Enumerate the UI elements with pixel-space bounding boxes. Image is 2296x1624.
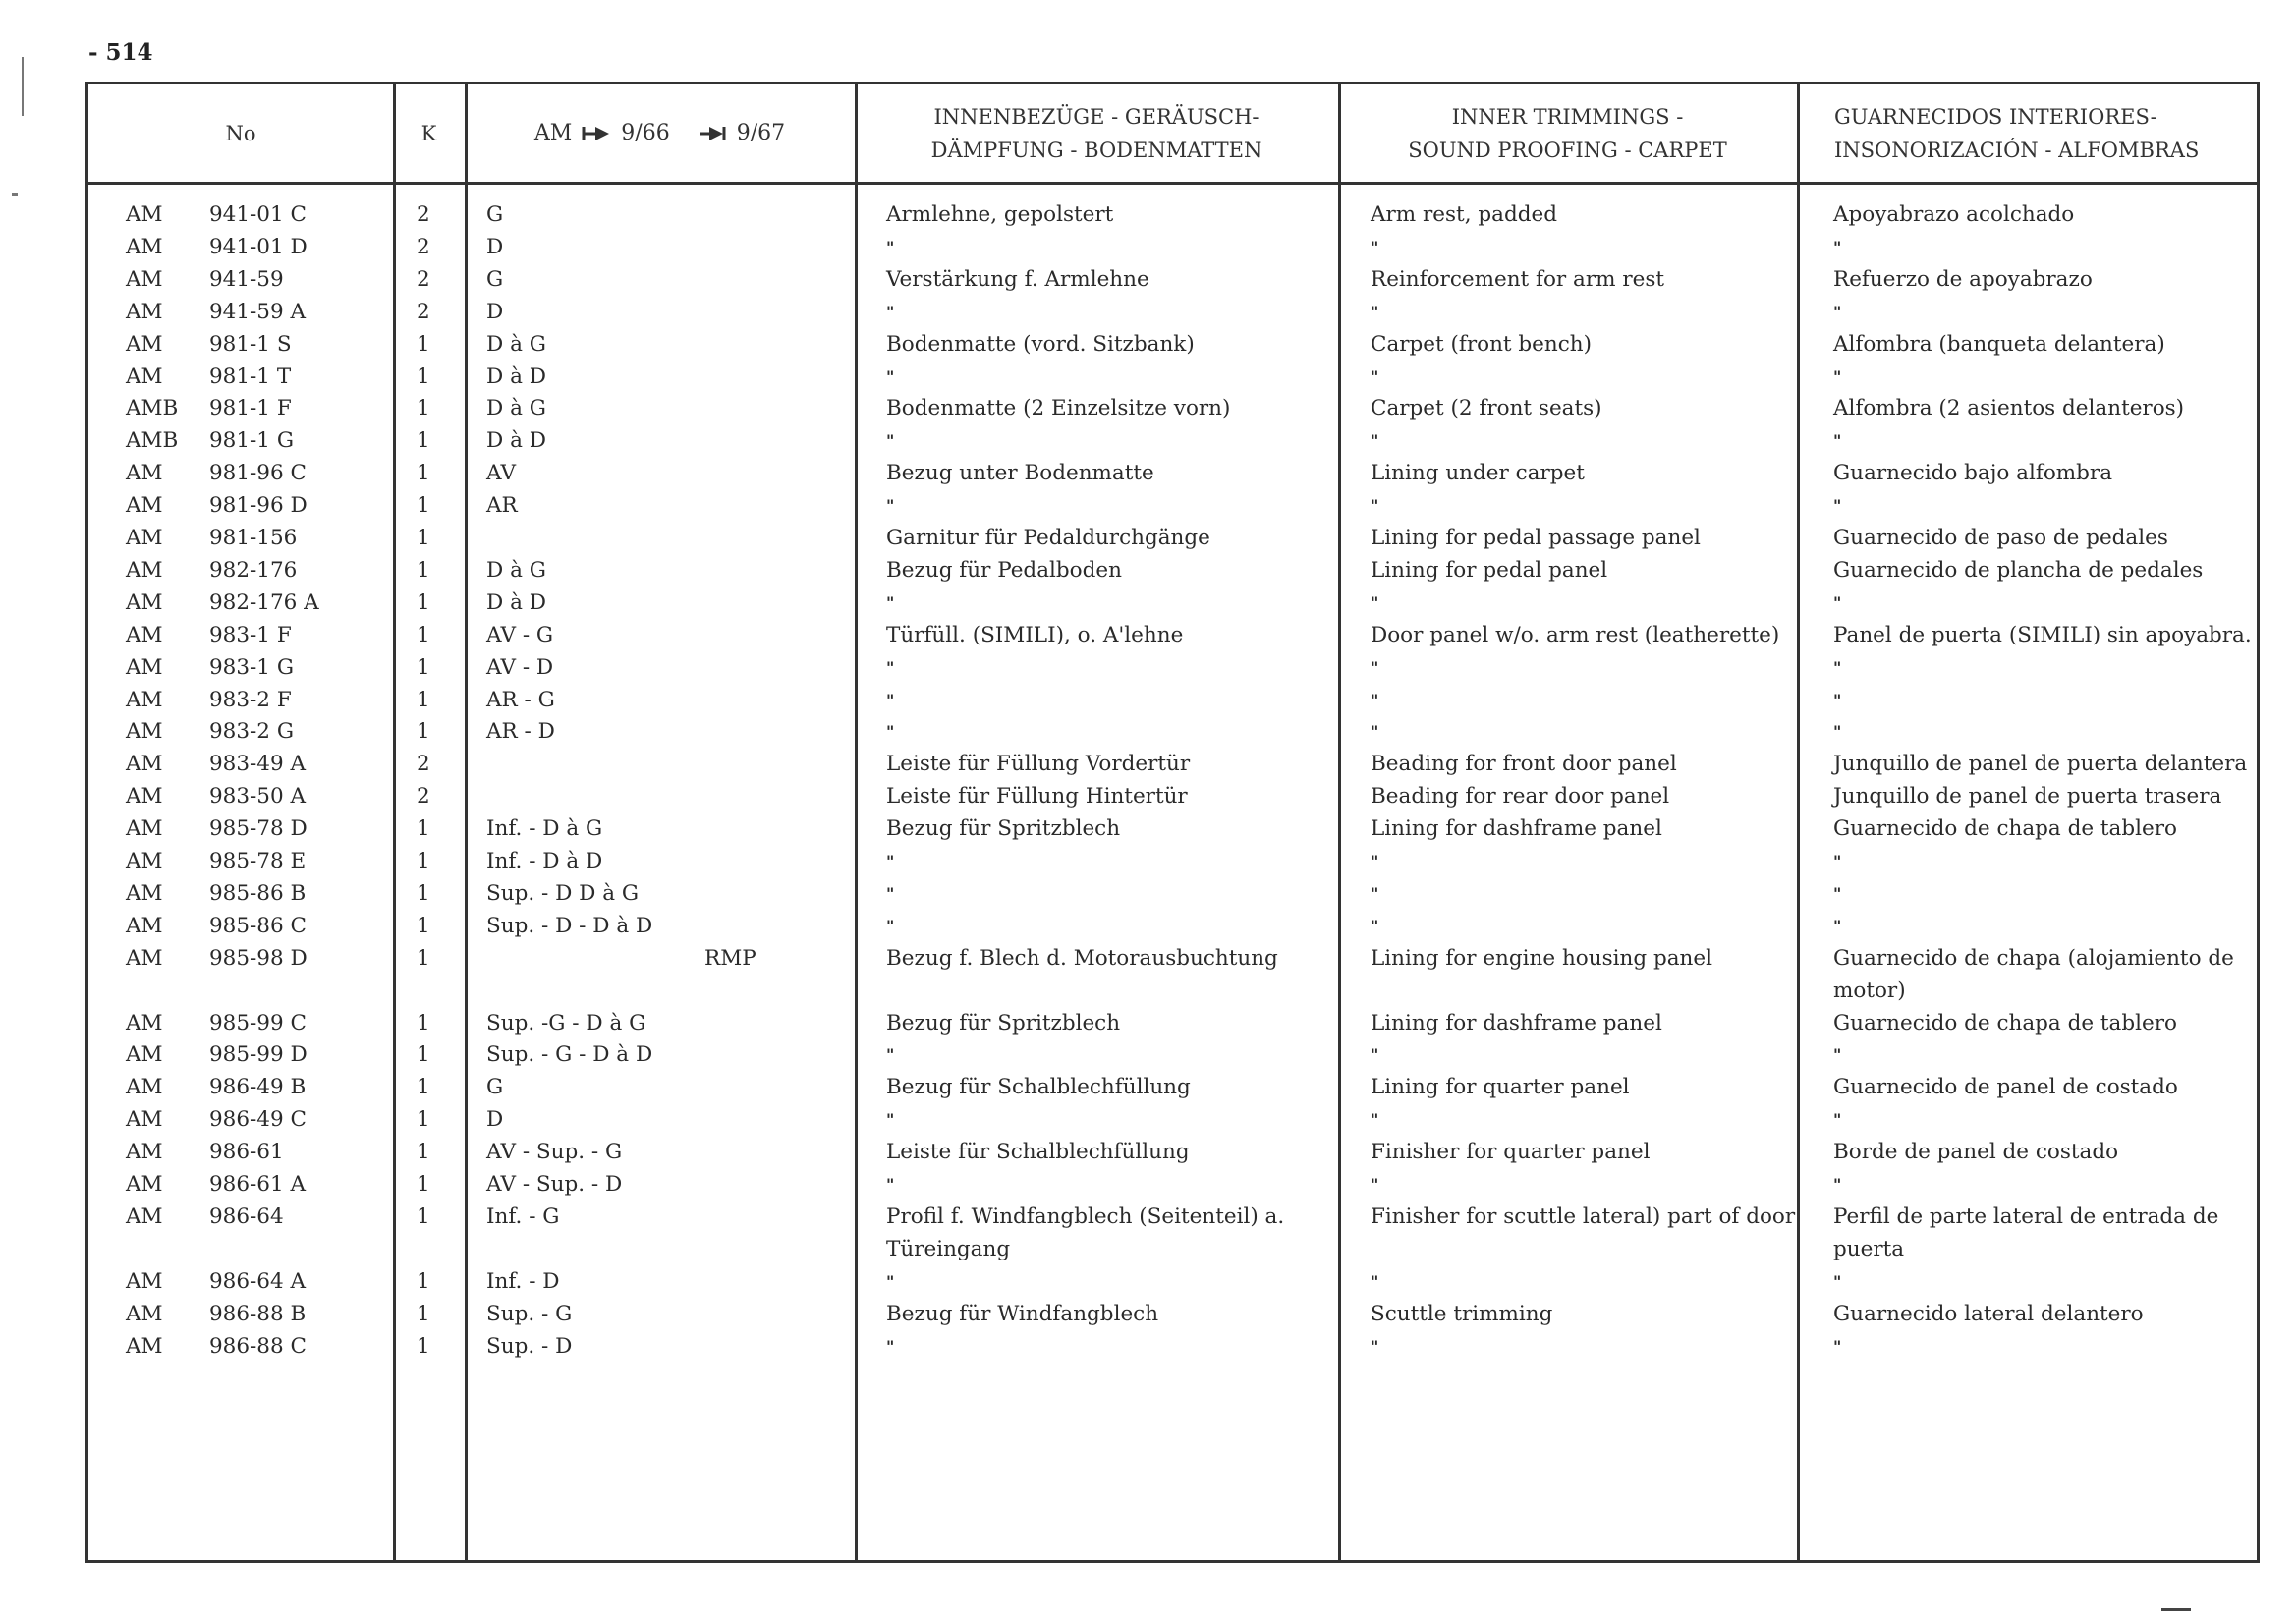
quantity-k: 1 xyxy=(417,428,430,454)
table-row xyxy=(88,715,2257,748)
quantity-k: 2 xyxy=(417,266,430,292)
header-english-line1: INNER TRIMMINGS - xyxy=(1451,104,1684,129)
position-code: Sup. - D - D à D xyxy=(486,913,653,938)
description-english: Scuttle trimming xyxy=(1371,1301,1553,1326)
part-prefix: AM xyxy=(126,816,163,842)
description-english: Lining for pedal panel xyxy=(1371,557,1608,583)
position-code: G xyxy=(486,202,504,227)
quantity-k: 2 xyxy=(417,299,430,324)
description-german: Leiste für Füllung Hintertür xyxy=(886,784,1188,810)
table-row xyxy=(88,1136,2257,1168)
part-number: 982-176 A xyxy=(209,589,319,615)
description-english: " xyxy=(1371,431,1379,451)
position-code: Inf. - D xyxy=(486,1268,560,1294)
quantity-k: 2 xyxy=(417,202,430,227)
part-prefix: AM xyxy=(126,1107,163,1133)
part-number: 985-99 D xyxy=(209,1042,308,1068)
description-english: Beading for front door panel xyxy=(1371,752,1677,777)
description-german: Bezug für Spritzblech xyxy=(886,816,1121,842)
part-number: 983-2 F xyxy=(209,687,292,712)
header-spanish-line2: INSONORIZACIÓN - ALFOMBRAS xyxy=(1834,138,2200,162)
description-german: Leiste für Schalblechfüllung xyxy=(886,1140,1190,1165)
part-number: 983-2 G xyxy=(209,719,294,745)
description-english: " xyxy=(1371,916,1379,935)
description-english: " xyxy=(1371,690,1379,709)
position-code: AR - D xyxy=(486,719,555,745)
rmp-note: RMP xyxy=(704,945,756,971)
description-german: " xyxy=(886,916,895,935)
part-prefix: AM xyxy=(126,687,163,712)
table-row xyxy=(88,361,2257,393)
description-english: Finisher for scuttle lateral) part of door xyxy=(1371,1204,1796,1229)
table-row xyxy=(88,231,2257,263)
part-number: 986-49 B xyxy=(209,1075,307,1100)
table-row xyxy=(88,1007,2257,1039)
footer-dash xyxy=(2161,1608,2191,1611)
part-prefix: AM xyxy=(126,1075,163,1100)
description-spanish: Guarnecido de plancha de pedales xyxy=(1833,557,2204,583)
parts-table xyxy=(85,82,2260,1563)
quantity-k: 1 xyxy=(417,849,430,873)
quantity-k: 1 xyxy=(417,913,430,938)
quantity-k: 1 xyxy=(417,945,430,971)
description-english: " xyxy=(1371,302,1379,321)
part-number: 983-49 A xyxy=(209,752,307,777)
description-english: Lining for quarter panel xyxy=(1371,1075,1630,1100)
quantity-k: 1 xyxy=(417,396,430,421)
description-spanish: " xyxy=(1833,237,1842,256)
part-prefix: AM xyxy=(126,526,163,550)
table-row xyxy=(88,684,2257,716)
description-spanish: " xyxy=(1833,1175,1842,1194)
position-code: AR xyxy=(486,493,518,519)
description-german: " xyxy=(886,592,895,612)
header-no-label: No xyxy=(225,121,256,145)
part-prefix: AM xyxy=(126,913,163,938)
quantity-k: 1 xyxy=(417,1172,430,1197)
description-spanish: " xyxy=(1833,883,1842,903)
position-code: AV - D xyxy=(486,654,554,680)
description-german: " xyxy=(886,496,895,516)
position-code: Sup. - D xyxy=(486,1333,573,1359)
description-spanish: Guarnecido de chapa de tablero xyxy=(1833,816,2177,842)
part-number: 941-59 xyxy=(209,266,284,292)
description-spanish: " xyxy=(1833,1110,1842,1130)
part-number: 981-1 F xyxy=(209,396,292,421)
quantity-k: 1 xyxy=(417,1042,430,1068)
header-english xyxy=(1338,84,1797,182)
table-row xyxy=(88,587,2257,619)
quantity-k: 2 xyxy=(417,234,430,259)
header-no xyxy=(88,84,393,182)
part-prefix: AM xyxy=(126,299,163,324)
table-row xyxy=(88,489,2257,522)
table-row xyxy=(88,198,2257,231)
quantity-k: 1 xyxy=(417,719,430,745)
part-number: 986-88 B xyxy=(209,1301,307,1326)
description-german: Leiste für Füllung Vordertür xyxy=(886,752,1191,777)
quantity-k: 1 xyxy=(417,1140,430,1165)
part-number: 986-64 xyxy=(209,1204,284,1229)
part-prefix: AM xyxy=(126,1140,163,1165)
description-spanish: Panel de puerta (SIMILI) sin apoyabra. xyxy=(1833,622,2252,647)
header-german-line1: INNENBEZÜGE - GERÄUSCH- xyxy=(933,104,1260,129)
position-code: Sup. - G xyxy=(486,1301,573,1326)
description-english: " xyxy=(1371,496,1379,516)
quantity-k: 1 xyxy=(417,364,430,389)
quantity-k: 2 xyxy=(417,752,430,777)
description-spanish: Guarnecido lateral delantero xyxy=(1833,1301,2144,1326)
description-english: Arm rest, padded xyxy=(1371,202,1557,227)
description-english: " xyxy=(1371,1336,1379,1356)
description-spanish: " xyxy=(1833,302,1842,321)
description-english: Reinforcement for arm rest xyxy=(1371,266,1665,292)
part-prefix: AM xyxy=(126,266,163,292)
position-code: AV - G xyxy=(486,622,554,647)
part-number: 985-99 C xyxy=(209,1010,307,1036)
position-code: AV - Sup. - G xyxy=(486,1140,623,1165)
part-prefix: AM xyxy=(126,945,163,971)
description-spanish: " xyxy=(1833,1271,1842,1291)
description-german: " xyxy=(886,1271,895,1291)
description-spanish: " xyxy=(1833,431,1842,451)
description-spanish: " xyxy=(1833,592,1842,612)
part-number: 983-1 G xyxy=(209,654,294,680)
description-german: Profil f. Windfangblech (Seitenteil) a. Türeingang xyxy=(886,1204,1285,1261)
header-spanish-line1: GUARNECIDOS INTERIORES- xyxy=(1834,104,2157,129)
position-code: D à G xyxy=(486,331,546,357)
header-spanish xyxy=(1797,84,2259,182)
part-number: 941-01 C xyxy=(209,202,307,227)
table-row xyxy=(88,1265,2257,1298)
part-number: 941-01 D xyxy=(209,234,308,259)
table-row xyxy=(88,877,2257,910)
part-prefix: AM xyxy=(126,880,163,906)
description-spanish: Junquillo de panel de puerta trasera xyxy=(1833,784,2222,810)
part-prefix: AM xyxy=(126,752,163,777)
margin-mark-top xyxy=(22,57,24,116)
header-to-date: 9/67 xyxy=(736,120,786,145)
part-prefix: AM xyxy=(126,849,163,873)
header-from-date: 9/66 xyxy=(621,120,670,145)
part-number: 985-78 D xyxy=(209,816,308,842)
table-row xyxy=(88,457,2257,489)
quantity-k: 1 xyxy=(417,589,430,615)
table-row xyxy=(88,1201,2257,1261)
part-prefix: AMB xyxy=(126,396,179,421)
part-prefix: AM xyxy=(126,1333,163,1359)
from-arrow-icon xyxy=(582,125,611,142)
quantity-k: 1 xyxy=(417,1075,430,1100)
description-german: Bodenmatte (2 Einzelsitze vorn) xyxy=(886,396,1231,421)
position-code: D à D xyxy=(486,364,546,389)
part-number: 983-50 A xyxy=(209,784,307,810)
part-prefix: AM xyxy=(126,719,163,745)
table-row xyxy=(88,328,2257,361)
description-spanish: Alfombra (banqueta delantera) xyxy=(1833,331,2165,357)
table-row xyxy=(88,1168,2257,1201)
description-spanish: " xyxy=(1833,496,1842,516)
quantity-k: 1 xyxy=(417,557,430,583)
table-row xyxy=(88,780,2257,812)
table-row xyxy=(88,392,2257,424)
description-german: Armlehne, gepolstert xyxy=(886,202,1114,227)
description-spanish: Guarnecido de paso de pedales xyxy=(1833,526,2168,550)
table-row xyxy=(88,296,2257,328)
description-german: Bezug für Schalblechfüllung xyxy=(886,1075,1191,1100)
description-english: Lining for engine housing panel xyxy=(1371,945,1712,971)
description-german: " xyxy=(886,1045,895,1065)
part-prefix: AM xyxy=(126,1268,163,1294)
position-code: Inf. - D à D xyxy=(486,849,603,873)
table-row xyxy=(88,1038,2257,1071)
description-german: " xyxy=(886,722,895,742)
table-row xyxy=(88,748,2257,780)
description-german: Verstärkung f. Armlehne xyxy=(886,266,1149,292)
quantity-k: 1 xyxy=(417,1333,430,1359)
description-german: Bezug für Pedalboden xyxy=(886,557,1122,583)
position-code: Inf. - G xyxy=(486,1204,560,1229)
description-english: " xyxy=(1371,237,1379,256)
part-number: 985-78 E xyxy=(209,849,307,873)
part-number: 986-61 xyxy=(209,1140,284,1165)
part-prefix: AM xyxy=(126,234,163,259)
header-am-dates xyxy=(465,84,855,182)
table-row xyxy=(88,1071,2257,1103)
description-spanish: Alfombra (2 asientos delanteros) xyxy=(1833,396,2185,421)
margin-mark-bottom xyxy=(12,193,18,196)
position-code: G xyxy=(486,1075,504,1100)
quantity-k: 1 xyxy=(417,622,430,647)
table-body xyxy=(88,185,2257,1560)
part-prefix: AM xyxy=(126,589,163,615)
description-spanish: Junquillo de panel de puerta delantera xyxy=(1833,752,2248,777)
description-german: Bezug für Windfangblech xyxy=(886,1301,1159,1326)
description-english: Door panel w/o. arm rest (leatherette) xyxy=(1371,622,1780,647)
part-number: 986-64 A xyxy=(209,1268,307,1294)
quantity-k: 1 xyxy=(417,880,430,906)
table-row xyxy=(88,263,2257,296)
description-german: " xyxy=(886,366,895,386)
description-english: " xyxy=(1371,1045,1379,1065)
description-spanish: " xyxy=(1833,366,1842,386)
quantity-k: 1 xyxy=(417,1268,430,1294)
part-prefix: AM xyxy=(126,1042,163,1068)
description-german: " xyxy=(886,852,895,870)
table-row xyxy=(88,845,2257,877)
description-english: " xyxy=(1371,1175,1379,1194)
quantity-k: 1 xyxy=(417,816,430,842)
description-english: Finisher for quarter panel xyxy=(1371,1140,1651,1165)
description-german: " xyxy=(886,1110,895,1130)
position-code: D xyxy=(486,234,504,259)
header-german xyxy=(855,84,1338,182)
table-row xyxy=(88,1298,2257,1330)
quantity-k: 1 xyxy=(417,1301,430,1326)
description-english: Beading for rear door panel xyxy=(1371,784,1670,810)
position-code: Sup. - D D à G xyxy=(486,880,640,906)
description-spanish: " xyxy=(1833,690,1842,709)
description-german: Bezug unter Bodenmatte xyxy=(886,461,1154,486)
part-number: 985-86 B xyxy=(209,880,307,906)
part-number: 941-59 A xyxy=(209,299,307,324)
part-prefix: AM xyxy=(126,1010,163,1036)
part-number: 981-96 D xyxy=(209,493,308,519)
position-code: D xyxy=(486,1107,504,1133)
table-row xyxy=(88,812,2257,845)
quantity-k: 1 xyxy=(417,493,430,519)
position-code: D xyxy=(486,299,504,324)
table-row xyxy=(88,1103,2257,1136)
description-german: Bodenmatte (vord. Sitzbank) xyxy=(886,331,1195,357)
part-prefix: AM xyxy=(126,1204,163,1229)
description-english: Lining for dashframe panel xyxy=(1371,816,1662,842)
part-prefix: AM xyxy=(126,1172,163,1197)
table-row xyxy=(88,424,2257,457)
part-prefix: AM xyxy=(126,557,163,583)
to-arrow-icon xyxy=(698,125,727,142)
description-spanish: Borde de panel de costado xyxy=(1833,1140,2119,1165)
description-german: " xyxy=(886,1175,895,1194)
table-row xyxy=(88,651,2257,684)
description-english: " xyxy=(1371,1110,1379,1130)
table-row xyxy=(88,1330,2257,1363)
description-spanish: Guarnecido de chapa de tablero xyxy=(1833,1010,2177,1036)
part-number: 986-49 C xyxy=(209,1107,307,1133)
description-spanish: " xyxy=(1833,1045,1842,1065)
description-english: Carpet (2 front seats) xyxy=(1371,396,1602,421)
description-german: " xyxy=(886,302,895,321)
description-english: " xyxy=(1371,852,1379,870)
description-english: " xyxy=(1371,722,1379,742)
description-spanish: Guarnecido de panel de costado xyxy=(1833,1075,2178,1100)
position-code: G xyxy=(486,266,504,292)
description-english: " xyxy=(1371,592,1379,612)
quantity-k: 1 xyxy=(417,1010,430,1036)
description-spanish: " xyxy=(1833,657,1842,677)
description-spanish: " xyxy=(1833,852,1842,870)
description-german: " xyxy=(886,237,895,256)
part-prefix: AM xyxy=(126,622,163,647)
description-german: " xyxy=(886,883,895,903)
header-german-line2: DÄMPFUNG - BODENMATTEN xyxy=(930,138,1262,162)
quantity-k: 1 xyxy=(417,1204,430,1229)
part-number: 981-96 C xyxy=(209,461,307,486)
description-german: Türfüll. (SIMILI), o. A'lehne xyxy=(886,622,1184,647)
description-german: " xyxy=(886,431,895,451)
table-row xyxy=(88,942,2257,1003)
position-code: AR - G xyxy=(486,687,555,712)
description-english: " xyxy=(1371,657,1379,677)
position-code: AV - Sup. - D xyxy=(486,1172,623,1197)
part-number: 981-156 xyxy=(209,526,298,550)
description-spanish: Perfil de parte lateral de entrada de puerta xyxy=(1833,1204,2219,1261)
description-spanish: " xyxy=(1833,722,1842,742)
part-number: 983-1 F xyxy=(209,622,292,647)
table-row xyxy=(88,619,2257,651)
description-spanish: Apoyabrazo acolchado xyxy=(1833,202,2075,227)
part-prefix: AM xyxy=(126,493,163,519)
table-row xyxy=(88,910,2257,942)
quantity-k: 1 xyxy=(417,1107,430,1133)
part-prefix: AMB xyxy=(126,428,179,454)
description-english: Lining under carpet xyxy=(1371,461,1585,486)
description-german: Bezug f. Blech d. Motorausbuchtung xyxy=(886,945,1278,971)
part-number: 986-88 C xyxy=(209,1333,307,1359)
part-number: 981-1 G xyxy=(209,428,294,454)
quantity-k: 1 xyxy=(417,654,430,680)
part-number: 985-98 D xyxy=(209,945,308,971)
description-spanish: " xyxy=(1833,1336,1842,1356)
position-code: D à D xyxy=(486,589,546,615)
part-number: 986-61 A xyxy=(209,1172,307,1197)
description-english: " xyxy=(1371,1271,1379,1291)
description-english: Carpet (front bench) xyxy=(1371,331,1593,357)
position-code: Inf. - D à G xyxy=(486,816,603,842)
position-code: D à D xyxy=(486,428,546,454)
quantity-k: 1 xyxy=(417,461,430,486)
am-date-range xyxy=(534,117,785,150)
part-prefix: AM xyxy=(126,1301,163,1326)
description-spanish: Guarnecido bajo alfombra xyxy=(1833,461,2113,486)
position-code: D à G xyxy=(486,557,546,583)
header-english-line2: SOUND PROOFING - CARPET xyxy=(1408,138,1727,162)
part-prefix: AM xyxy=(126,654,163,680)
quantity-k: 1 xyxy=(417,687,430,712)
position-code: AV xyxy=(486,461,516,486)
part-prefix: AM xyxy=(126,461,163,486)
description-spanish: Refuerzo de apoyabrazo xyxy=(1833,266,2093,292)
description-german: " xyxy=(886,1336,895,1356)
description-english: " xyxy=(1371,883,1379,903)
quantity-k: 2 xyxy=(417,784,430,810)
description-german: Bezug für Spritzblech xyxy=(886,1010,1121,1036)
page-number: - 514 xyxy=(88,39,153,66)
description-german: " xyxy=(886,657,895,677)
table-header xyxy=(88,84,2257,182)
part-prefix: AM xyxy=(126,784,163,810)
quantity-k: 1 xyxy=(417,526,430,550)
header-am-prefix: AM xyxy=(533,120,573,145)
description-spanish: Guarnecido de chapa (alojamiento de motor) xyxy=(1833,945,2234,1003)
description-german: Garnitur für Pedaldurchgänge xyxy=(886,526,1210,550)
position-code: D à G xyxy=(486,396,546,421)
description-english: Lining for dashframe panel xyxy=(1371,1010,1662,1036)
description-english: Lining for pedal passage panel xyxy=(1371,526,1701,550)
part-number: 981-1 T xyxy=(209,364,292,389)
part-prefix: AM xyxy=(126,202,163,227)
part-number: 981-1 S xyxy=(209,331,292,357)
table-row xyxy=(88,554,2257,587)
table-row xyxy=(88,522,2257,554)
position-code: Sup. -G - D à G xyxy=(486,1010,646,1036)
header-k-label: K xyxy=(420,121,437,145)
position-code: Sup. - G - D à D xyxy=(486,1042,653,1068)
header-k xyxy=(393,84,465,182)
part-number: 985-86 C xyxy=(209,913,307,938)
part-prefix: AM xyxy=(126,364,163,389)
part-prefix: AM xyxy=(126,331,163,357)
description-german: " xyxy=(886,690,895,709)
quantity-k: 1 xyxy=(417,331,430,357)
part-number: 982-176 xyxy=(209,557,298,583)
description-english: " xyxy=(1371,366,1379,386)
description-spanish: " xyxy=(1833,916,1842,935)
